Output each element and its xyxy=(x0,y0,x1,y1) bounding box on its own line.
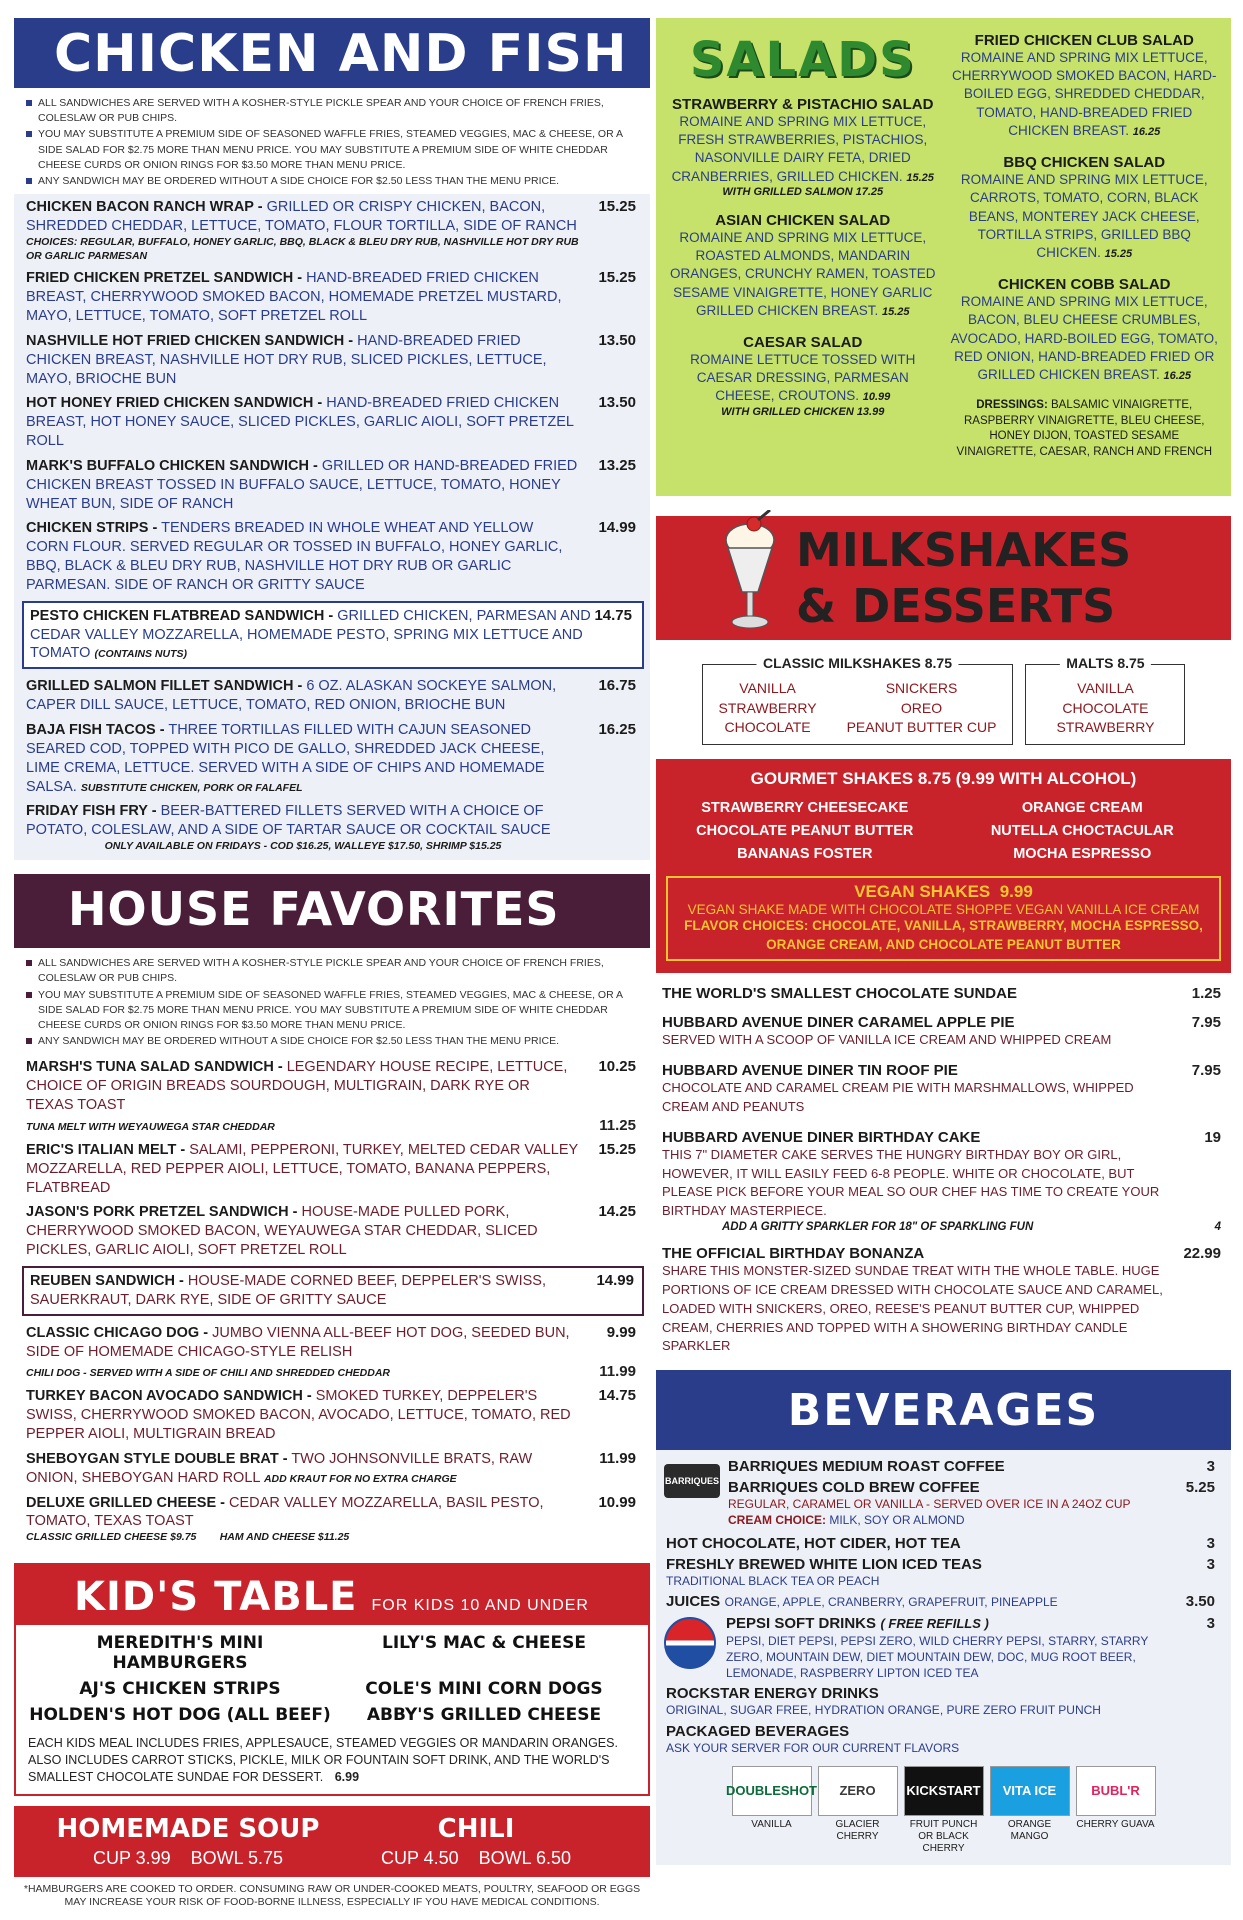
beverage-price: 3 xyxy=(1206,1614,1215,1632)
beverage-price: 3.50 xyxy=(1185,1592,1215,1610)
dessert-price: 7.95 xyxy=(1191,1061,1221,1079)
item-desc: LEGENDARY HOUSE RECIPE, LETTUCE, CHOICE OF ORIGIN BREADS SOURDOUGH, MULTIGRAIN, DARK RYE OR TEXAS TOAST xyxy=(26,1059,568,1114)
dessert-name: HUBBARD AVENUE DINER BIRTHDAY CAKE xyxy=(662,1128,981,1146)
chicken-fish-banner xyxy=(14,18,650,88)
beverage-item xyxy=(666,1535,1221,1552)
beverage-item xyxy=(666,1593,1221,1611)
dessert-name: HUBBARD AVENUE DINER CARAMEL APPLE PIE xyxy=(662,1014,1015,1032)
barriques-group xyxy=(666,1458,1221,1528)
drink-flavor: ORANGE MANGO xyxy=(1007,1818,1052,1842)
salad-desc: ROMAINE AND SPRING MIX LETTUCE, CARROTS, TOMATO, CORN, BLACK BEANS, MONTEREY JACK CHEESE, TORTILLA STRIPS, GRILLED BBQ CHICKEN. xyxy=(960,172,1208,260)
item-price: 14.75 xyxy=(594,606,632,624)
beverage-name: JUICES xyxy=(666,1592,721,1610)
beverage-item xyxy=(666,1556,1221,1589)
item-desc: HOUSE-MADE CORNED BEEF, DEPPELER'S SWISS, SAUERKRAUT, DARK RYE, SIDE OF GRITTY SAUCE xyxy=(30,1272,546,1308)
item-name: HOT HONEY FRIED CHICKEN SANDWICH - xyxy=(26,395,323,412)
soup-title: HOMEMADE SOUP xyxy=(56,1813,320,1844)
drink-flavor: CHERRY GUAVA xyxy=(1076,1818,1155,1830)
salad-price: 16.25 xyxy=(1132,125,1161,138)
item-name: JASON'S PORK PRETZEL SANDWICH - xyxy=(26,1204,298,1221)
menu-item xyxy=(26,394,640,451)
menu-item xyxy=(26,1141,640,1198)
beverage-price: 3 xyxy=(1206,1555,1215,1573)
salad-item xyxy=(668,212,938,320)
salad-price: 15.25 xyxy=(906,171,934,184)
menu-item xyxy=(26,1058,640,1115)
menu-item xyxy=(26,332,640,389)
item-name: ERIC'S ITALIAN MELT - xyxy=(26,1141,186,1158)
salad-sub: WITH GRILLED CHICKEN 13.99 xyxy=(721,405,885,418)
packaged-drink xyxy=(990,1766,1070,1855)
salads-right xyxy=(950,32,1220,486)
item-price: 15.25 xyxy=(598,198,636,216)
menu-item xyxy=(26,1324,640,1362)
item-desc: THREE TORTILLAS FILLED WITH CAJUN SEASONED SEARED COD, TOPPED WITH PICO DE GALLO, SHREDDED JACK CHEESE, LIME CREMA, LETTUCE. SERVED WITH A SIDE OF CHIPS AND HOMEMADE SALSA. xyxy=(26,722,545,795)
menu-item xyxy=(26,1494,640,1545)
right-column xyxy=(656,18,1231,1865)
item-price: 15.25 xyxy=(598,1140,636,1158)
dessert-sub xyxy=(662,1221,1221,1234)
item-note: ONLY AVAILABLE ON FRIDAYS - COD $16.25, WALLEYE $17.50, SHRIMP $15.25 xyxy=(104,840,502,853)
beverage-desc: TRADITIONAL BLACK TEA OR PEACH xyxy=(666,1573,880,1588)
item-name: PESTO CHICKEN FLATBREAD SANDWICH - xyxy=(30,607,334,624)
pepsi-group xyxy=(666,1615,1221,1682)
salad-price: 10.99 xyxy=(862,391,891,404)
item-sub-price: 11.25 xyxy=(599,1116,636,1134)
dessert-desc: SERVED WITH A SCOOP OF VANILLA ICE CREAM AND WHIPPED CREAM xyxy=(662,1032,1112,1048)
kids-item: AJ'S CHICKEN STRIPS xyxy=(79,1678,281,1699)
flavor: PEANUT BUTTER CUP xyxy=(846,719,997,736)
classic-milkshakes-title: CLASSIC MILKSHAKES 8.75 xyxy=(757,655,958,671)
salad-sub: WITH GRILLED SALMON 17.25 xyxy=(722,185,884,198)
item-price: 13.25 xyxy=(598,456,636,474)
item-note: CLASSIC GRILLED CHEESE $9.75 HAM AND CHEESE $11.25 xyxy=(26,1531,350,1544)
flavor: OREO xyxy=(900,699,943,716)
beverage-item xyxy=(728,1458,1221,1475)
kids-item: ABBY'S GRILLED CHEESE xyxy=(366,1704,602,1725)
dessert-price: 7.95 xyxy=(1191,1014,1221,1032)
salad-desc: ROMAINE AND SPRING MIX LETTUCE, BACON, BLEU CHEESE CRUMBLES, AVOCADO, HARD-BOILED EGG, TOMATO, RED ONION, HAND-BREADED FRIED OR GRILLED CHICKEN BREAST. xyxy=(950,294,1218,383)
item-price: 15.25 xyxy=(598,269,636,287)
salads-title: SALADS xyxy=(689,32,916,88)
packaged-drink xyxy=(818,1766,898,1855)
menu-item xyxy=(26,721,640,796)
flavor: STRAWBERRY CHEESECAKE xyxy=(701,799,909,816)
flavor: ORANGE CREAM xyxy=(1021,799,1143,816)
drink-flavor: FRUIT PUNCH OR BLACK CHERRY xyxy=(909,1818,978,1854)
drink-flavor: VANILLA xyxy=(751,1818,792,1830)
house-favorites-title: HOUSE FAVORITES xyxy=(68,882,560,937)
salads-panel xyxy=(656,18,1231,496)
beverages-banner xyxy=(656,1370,1231,1450)
malt-flavors xyxy=(1056,679,1154,738)
note: ANY SANDWICH MAY BE ORDERED WITHOUT A SIDE CHOICE FOR $2.50 LESS THAN THE MENU PRICE. xyxy=(26,174,640,189)
dessert-sub-text: ADD A GRITTY SPARKLER FOR 18" OF SPARKLING FUN xyxy=(722,1221,1034,1234)
dressings-list: BALSAMIC VINAIGRETTE, RASPBERRY VINAIGRETTE, BLEU CHEESE, HONEY DIJON, TOASTED SESAME VINAIGRETTE, CAESAR, RANCH AND FRENCH xyxy=(956,399,1213,458)
beverage-price: 3 xyxy=(1206,1534,1215,1552)
flavor: MOCHA ESPRESSO xyxy=(1013,846,1152,863)
item-desc: HAND-BREADED FRIED CHICKEN BREAST, NASHVILLE HOT DRY RUB, SLICED PICKLES, LETTUCE, MAYO, BRIOCHE BUN xyxy=(26,332,547,387)
item-desc: HAND-BREADED FRIED CHICKEN BREAST, CHERRYWOOD SMOKED BACON, HOMEMADE PRETZEL MUSTARD, MAYO, LETTUCE, TOMATO, SOFT PRETZEL ROLL xyxy=(26,270,562,324)
item-price: 14.25 xyxy=(598,1203,636,1221)
salad-desc: ROMAINE AND SPRING MIX LETTUCE, FRESH STRAWBERRIES, PISTACHIOS, NASONVILLE DAIRY FETA, DRIED CRANBERRIES, GRILLED CHICKEN. xyxy=(671,114,928,184)
drink-logo-icon: VITA ICE xyxy=(990,1766,1070,1816)
item-price: 14.75 xyxy=(598,1387,636,1405)
menu-item-featured xyxy=(22,1266,644,1316)
menu-item xyxy=(26,457,640,514)
item-desc: 6 OZ. ALASKAN SOCKEYE SALMON, CAPER DILL SAUCE, LETTUCE, TOMATO, RED ONION, BRIOCHE BUN xyxy=(26,678,557,714)
flavor: SNICKERS xyxy=(885,680,958,696)
item-price: 16.75 xyxy=(598,677,636,695)
dessert-desc: THIS 7" DIAMETER CAKE SERVES THE HUNGRY BIRTHDAY BOY OR GIRL, HOWEVER, IT WILL EASILY FEED 6-8 PEOPLE. WHITE OR CHOCOLATE, BUT PLEASE PICK BEFORE YOUR MEAL SO OUR CHEF HAS TIME TO CREATE YOUR BIRTHDAY MASTERPIECE. xyxy=(662,1146,1160,1219)
beverage-name: FRESHLY BREWED WHITE LION ICED TEAS xyxy=(666,1555,982,1573)
salad-price: 15.25 xyxy=(1104,247,1133,260)
desserts-list xyxy=(656,973,1231,1356)
note: ALL SANDWICHES ARE SERVED WITH A KOSHER-STYLE PICKLE SPEAR AND YOUR CHOICE OF FRENCH FRIES, COLESLAW OR PUB CHIPS. xyxy=(26,96,640,126)
salad-desc: ROMAINE LETTUCE TOSSED WITH CAESAR DRESSING, PARMESAN CHEESE, CROUTONS. xyxy=(690,351,916,404)
malts-box xyxy=(1025,655,1185,745)
packaged-drink xyxy=(904,1766,984,1855)
menu-item xyxy=(26,1203,640,1260)
milkshakes-title-line: MILKSHAKES xyxy=(796,523,1132,577)
cream-options: MILK, SOY OR ALMOND xyxy=(829,1513,965,1528)
house-favorites-banner xyxy=(14,874,650,948)
item-price: 10.99 xyxy=(598,1493,636,1511)
milkshake-icon xyxy=(718,510,782,634)
salad-price: 16.25 xyxy=(1163,370,1192,383)
vegan-title: VEGAN SHAKES 9.99 xyxy=(854,882,1033,902)
item-price: 10.25 xyxy=(598,1058,636,1076)
chili-prices: CUP 4.50 BOWL 6.50 xyxy=(380,1847,572,1868)
item-price: 14.99 xyxy=(596,1271,634,1289)
salads-left xyxy=(668,32,938,486)
flavor: CHOCOLATE xyxy=(1062,699,1149,716)
menu-item xyxy=(26,677,640,715)
soup-block xyxy=(44,1814,332,1869)
item-price: 9.99 xyxy=(606,1323,636,1341)
dessert-desc: SHARE THIS MONSTER-SIZED SUNDAE TREAT WITH THE WHOLE TABLE. HUGE PORTIONS OF ICE CREAM DRESSED WITH CHOCOLATE SAUCE AND CARAMEL, LOADED WITH SNICKERS, OREO, REESE'S PEANUT BUTTER CUP, WHIPPED CREAM, CHERRIES AND TOPPED WITH A SHOWERING BIRTHDAY CANDLE SPARKLER xyxy=(662,1263,1163,1354)
flavor: BANANAS FOSTER xyxy=(737,846,873,863)
menu-item xyxy=(26,802,640,852)
dessert-price: 22.99 xyxy=(1183,1245,1221,1263)
item-name: MARSH'S TUNA SALAD SANDWICH - xyxy=(26,1059,283,1076)
kids-items xyxy=(28,1633,636,1725)
dessert-name: HUBBARD AVENUE DINER TIN ROOF PIE xyxy=(662,1061,958,1079)
beverage-desc: PEPSI, DIET PEPSI, PEPSI ZERO, WILD CHERRY PEPSI, STARRY, STARRY ZERO, MOUNTAIN DEW, DIET MOUNTAIN DEW, DOC, MUG ROOT BEER, LEMONADE, RASPBERRY LIPTON ICED TEA xyxy=(726,1633,1149,1681)
item-desc: BEER-BATTERED FILLETS SERVED WITH A CHOICE OF POTATO, COLESLAW, AND A SIDE OF TARTAR SAUCE OR COCKTAIL SAUCE xyxy=(26,803,551,839)
item-name: CHICKEN BACON RANCH WRAP - xyxy=(26,199,263,216)
beverage-desc: ORIGINAL, SUGAR FREE, HYDRATION ORANGE, PURE ZERO FRUIT PUNCH xyxy=(666,1703,1101,1718)
soup-prices: CUP 3.99 BOWL 5.75 xyxy=(92,1847,284,1868)
salad-desc: ROMAINE AND SPRING MIX LETTUCE, CHERRYWOOD SMOKED BACON, HARD-BOILED EGG, SHREDDED CHEDDAR, TOMATO, HAND-BREADED FRIED CHICKEN BREAST. xyxy=(951,50,1217,138)
vegan-flavors: FLAVOR CHOICES: CHOCOLATE, VANILLA, STRAWBERRY, MOCHA ESPRESSO, ORANGE CREAM, AND CHOCOLATE PEANUT BUTTER xyxy=(684,918,1203,953)
menu-item xyxy=(26,519,640,594)
menu-item xyxy=(26,1387,640,1444)
milkshakes-title xyxy=(796,522,1131,634)
salad-item xyxy=(950,276,1220,384)
item-desc: TWO JOHNSONVILLE BRATS, RAW ONION, SHEBOYGAN HARD ROLL xyxy=(26,1450,533,1486)
house-items xyxy=(14,1054,650,1553)
dessert-name: THE WORLD'S SMALLEST CHOCOLATE SUNDAE xyxy=(662,985,1017,1003)
item-name: CHICKEN STRIPS - xyxy=(26,520,158,537)
item-note: CHOICES: REGULAR, BUFFALO, HONEY GARLIC, BBQ, BLACK & BLEU DRY RUB, NASHVILLE HOT DRY RUB OR GARLIC PARMESAN xyxy=(26,236,579,262)
note: ANY SANDWICH MAY BE ORDERED WITHOUT A SIDE CHOICE FOR $2.50 LESS THAN THE MENU PRICE. xyxy=(26,1034,640,1049)
item-desc: TENDERS BREADED IN WHOLE WHEAT AND YELLOW CORN FLOUR. SERVED REGULAR OR TOSSED IN BUFFALO, HONEY GARLIC, BBQ, BLACK & BLEU DRY RUB, NASHVILLE HOT DRY RUB OR GARLIC PARMESAN. SIDE OF RANCH OR GRITTY SAUCE xyxy=(26,520,563,593)
dessert-item xyxy=(662,1014,1227,1050)
item-name: SHEBOYGAN STYLE DOUBLE BRAT - xyxy=(26,1450,288,1467)
dessert-item xyxy=(662,1245,1227,1356)
dessert-item xyxy=(662,1062,1227,1117)
beverage-name: BARRIQUES MEDIUM ROAST COFFEE xyxy=(728,1458,1005,1476)
item-name: CLASSIC CHICAGO DOG - xyxy=(26,1324,209,1341)
milkshakes-header xyxy=(656,516,1231,640)
item-desc: JUMBO VIENNA ALL-BEEF HOT DOG, SEEDED BUN, SIDE OF HOMEMADE CHICAGO-STYLE RELISH xyxy=(26,1324,570,1360)
soup-chili-banner xyxy=(14,1806,650,1877)
dessert-name: THE OFFICIAL BIRTHDAY BONANZA xyxy=(662,1245,925,1263)
chicken-fish-title: CHICKEN AND FISH xyxy=(54,24,628,84)
note: ALL SANDWICHES ARE SERVED WITH A KOSHER-STYLE PICKLE SPEAR AND YOUR CHOICE OF FRENCH FRIES, COLESLAW OR PUB CHIPS. xyxy=(26,956,640,986)
dessert-price: 19 xyxy=(1204,1128,1221,1146)
chili-block xyxy=(332,1814,620,1869)
kids-item: HOLDEN'S HOT DOG (ALL BEEF) xyxy=(29,1704,331,1725)
item-desc: GRILLED OR CRISPY CHICKEN, BACON, SHREDDED CHEDDAR, LETTUCE, TOMATO, FLOUR TORTILLA, SIDE OF RANCH xyxy=(26,199,577,235)
barriques-logo-icon: BARRIQUES xyxy=(664,1464,720,1498)
drink-logo-icon: BUBL'R xyxy=(1076,1766,1156,1816)
beverages-title: BEVERAGES xyxy=(787,1384,1100,1436)
dressings-label: DRESSINGS: xyxy=(976,399,1048,412)
beverage-price: 5.25 xyxy=(1185,1479,1215,1497)
beverage-note: ( FREE REFILLS ) xyxy=(880,1615,989,1631)
beverage-desc: REGULAR, CARAMEL OR VANILLA - SERVED OVER ICE IN A 24OZ CUP xyxy=(728,1497,1131,1512)
drink-logo-icon: ZERO xyxy=(818,1766,898,1816)
shakes-boxes xyxy=(656,655,1231,745)
item-note: ADD KRAUT FOR NO EXTRA CHARGE xyxy=(263,1472,457,1485)
item-price: 13.50 xyxy=(598,331,636,349)
cream-choice xyxy=(728,1512,1161,1528)
beverage-item xyxy=(666,1685,1221,1718)
gourmet-title: GOURMET SHAKES 8.75 (9.99 WITH ALCOHOL) xyxy=(750,768,1137,788)
drink-logo-icon: DOUBLESHOT xyxy=(732,1766,812,1816)
item-note: TUNA MELT WITH WEYAUWEGA STAR CHEDDAR xyxy=(26,1120,275,1133)
flavor: STRAWBERRY xyxy=(718,699,817,716)
note: YOU MAY SUBSTITUTE A PREMIUM SIDE OF SEASONED WAFFLE FRIES, STEAMED VEGGIES, MAC & CHEESE, OR A SIDE SALAD FOR $2.75 MORE THAN MENU PRICE. YOU MAY SUBSTITUTE A PREMIUM SIDE OF WHITE CHEDDAR CHEESE CURDS OR ONION RINGS FOR $3.50 MORE THAN MENU PRICE. xyxy=(26,988,640,1034)
malts-title: MALTS 8.75 xyxy=(1060,655,1150,671)
vegan-desc: VEGAN SHAKE MADE WITH CHOCOLATE SHOPPE VEGAN VANILLA ICE CREAM xyxy=(687,902,1200,918)
chicken-fish-notes xyxy=(14,88,650,194)
item-note: CHILI DOG - SERVED WITH A SIDE OF CHILI AND SHREDDED CHEDDAR xyxy=(26,1367,391,1380)
kids-desc xyxy=(28,1735,636,1786)
item-name: NASHVILLE HOT FRIED CHICKEN SANDWICH - xyxy=(26,332,354,349)
salad-name: BBQ CHICKEN SALAD xyxy=(1003,154,1166,172)
packaged-drink xyxy=(1076,1766,1156,1855)
flavor: STRAWBERRY xyxy=(1056,719,1155,736)
item-desc: GRILLED OR HAND-BREADED FRIED CHICKEN BREAST TOSSED IN BUFFALO SAUCE, LETTUCE, TOMATO, HONEY WHEAT BUN, SIDE OF RANCH xyxy=(26,457,578,512)
chili-title: CHILI xyxy=(437,1813,515,1844)
beverage-item xyxy=(666,1723,1221,1756)
item-price: 13.50 xyxy=(598,394,636,412)
menu-item-featured xyxy=(22,601,644,670)
menu-item xyxy=(26,1450,640,1488)
dressings xyxy=(950,398,1220,460)
cream-label: CREAM CHOICE: xyxy=(728,1513,826,1528)
item-price: 16.25 xyxy=(598,721,636,738)
vegan-shakes xyxy=(666,876,1221,961)
kids-item: MEREDITH'S MINI HAMBURGERS xyxy=(96,1632,264,1673)
item-name: TURKEY BACON AVOCADO SANDWICH - xyxy=(26,1388,312,1405)
kids-panel xyxy=(14,1623,650,1796)
kids-item: COLE'S MINI CORN DOGS xyxy=(365,1678,603,1699)
classic-flavors xyxy=(719,679,997,738)
item-price: 14.99 xyxy=(598,519,636,537)
packaged-drinks-row xyxy=(666,1766,1221,1855)
salad-desc: ROMAINE AND SPRING MIX LETTUCE, ROASTED ALMONDS, MANDARIN ORANGES, CRUNCHY RAMEN, TOASTED SESAME VINAIGRETTE, HONEY GARLIC GRILLED CHICKEN BREAST. xyxy=(669,229,936,318)
salad-item xyxy=(668,96,938,198)
salad-name: FRIED CHICKEN CLUB SALAD xyxy=(974,32,1194,49)
beverage-name: HOT CHOCOLATE, HOT CIDER, HOT TEA xyxy=(666,1534,961,1552)
beverage-price: 3 xyxy=(1206,1458,1215,1476)
dessert-item xyxy=(662,1129,1227,1233)
salad-name: CHICKEN COBB SALAD xyxy=(998,276,1171,294)
item-desc: CEDAR VALLEY MOZZARELLA, BASIL PESTO, TOMATO, TEXAS TOAST xyxy=(26,1494,544,1530)
milkshakes-title-line: & DESSERTS xyxy=(796,579,1116,633)
note: YOU MAY SUBSTITUTE A PREMIUM SIDE OF SEASONED WAFFLE FRIES, STEAMED VEGGIES, MAC & CHEESE, OR A SIDE SALAD FOR $2.75 MORE THAN MENU PRICE. YOU MAY SUBSTITUTE A PREMIUM SIDE OF WHITE CHEDDAR CHEESE CURDS OR ONION RINGS FOR $3.50 MORE THAN MENU PRICE. xyxy=(26,127,640,173)
item-desc: HAND-BREADED FRIED CHICKEN BREAST, HOT HONEY SAUCE, SLICED PICKLES, GARLIC AIOLI, SOFT PRETZEL ROLL xyxy=(26,395,574,450)
item-desc: HOUSE-MADE PULLED PORK, CHERRYWOOD SMOKED BACON, WEYAUWEGA STAR CHEDDAR, SLICED PICKLES, GARLIC AIOLI, SOFT PRETZEL ROLL xyxy=(26,1204,538,1259)
chicken-fish-items xyxy=(14,194,650,860)
item-desc: SMOKED TURKEY, DEPPELER'S SWISS, CHERRYWOOD SMOKED BACON, AVOCADO, LETTUCE, TOMATO, RED PEPPER AIOLI, MULTIGRAIN BREAD xyxy=(26,1388,571,1443)
gourmet-shakes xyxy=(656,759,1231,973)
drink-flavor: GLACIER CHERRY xyxy=(835,1818,880,1842)
salad-name: STRAWBERRY & PISTACHIO SALAD xyxy=(672,96,934,113)
flavor: NUTELLA CHOCTACULAR xyxy=(990,822,1174,839)
kids-title: KID'S TABLE xyxy=(74,1573,358,1620)
beverage-name: PACKAGED BEVERAGES xyxy=(666,1722,850,1740)
salad-name: ASIAN CHICKEN SALAD xyxy=(715,211,891,229)
house-notes xyxy=(14,948,650,1054)
beverages-panel xyxy=(656,1450,1231,1865)
beverage-item xyxy=(726,1615,1221,1682)
item-name: DELUXE GRILLED CHEESE - xyxy=(26,1494,225,1511)
kids-subtitle: FOR KIDS 10 AND UNDER xyxy=(371,1596,589,1614)
item-price: 11.99 xyxy=(599,1449,636,1467)
item-note: (CONTAINS NUTS) xyxy=(94,648,187,661)
kids-item: LILY'S MAC & CHEESE xyxy=(381,1632,587,1653)
salad-item xyxy=(950,32,1220,140)
item-name: FRIDAY FISH FRY - xyxy=(26,803,157,820)
flavor: VANILLA xyxy=(739,680,796,696)
flavor: VANILLA xyxy=(1077,680,1134,696)
item-sub-price: 11.99 xyxy=(599,1363,636,1381)
dessert-desc: CHOCOLATE AND CARAMEL CREAM PIE WITH MARSHMALLOWS, WHIPPED CREAM AND PEANUTS xyxy=(662,1079,1134,1114)
salad-name: CAESAR SALAD xyxy=(743,333,863,351)
beverage-desc: ASK YOUR SERVER FOR OUR CURRENT FLAVORS xyxy=(666,1740,960,1755)
beverage-name: BARRIQUES COLD BREW COFFEE xyxy=(728,1479,980,1497)
item-sub-option xyxy=(26,1363,640,1381)
kids-price: 6.99 xyxy=(334,1769,360,1784)
dessert-price: 1.25 xyxy=(1191,985,1221,1003)
item-name: GRILLED SALMON FILLET SANDWICH - xyxy=(26,678,303,695)
pepsi-logo-icon xyxy=(664,1617,716,1669)
salad-price: 15.25 xyxy=(882,305,910,318)
salad-item xyxy=(668,334,938,418)
menu-item xyxy=(26,269,640,326)
item-name: MARK'S BUFFALO CHICKEN SANDWICH - xyxy=(26,457,318,474)
item-name: FRIED CHICKEN PRETZEL SANDWICH - xyxy=(26,270,303,287)
drink-logo-icon: KICKSTART xyxy=(904,1766,984,1816)
item-desc: SALAMI, PEPPERONI, TURKEY, MELTED CEDAR VALLEY MOZZARELLA, RED PEPPER AIOLI, LETTUCE, TOMATO, BANANA PEPPERS, FLATBREAD xyxy=(26,1141,578,1196)
menu-item xyxy=(26,198,640,263)
left-column xyxy=(14,18,650,1910)
packaged-drink xyxy=(726,1766,817,1855)
item-sub-option xyxy=(26,1117,640,1135)
kids-desc-text: EACH KIDS MEAL INCLUDES FRIES, APPLESAUCE, STEAMED VEGGIES OR MANDARIN ORANGES. ALSO INCLUDES CARROT STICKS, PICKLE, MILK OR FOUNTAIN SOFT DRINK, AND THE WORLD'S SMALLEST CHOCOLATE SUNDAE FOR DESSERT. xyxy=(28,1735,618,1784)
item-name: REUBEN SANDWICH - xyxy=(30,1272,184,1289)
dessert-item xyxy=(662,985,1227,1002)
classic-milkshakes-box xyxy=(702,655,1014,745)
flavor: CHOCOLATE PEANUT BUTTER xyxy=(696,822,914,839)
beverage-name: ROCKSTAR ENERGY DRINKS xyxy=(666,1685,879,1703)
item-name: BAJA FISH TACOS - xyxy=(26,722,165,738)
disclaimer: *HAMBURGERS ARE COOKED TO ORDER. CONSUMING RAW OR UNDER-COOKED MEATS, POULTRY, SEAFOOD OR EGGS MAY INCREASE YOUR RISK OF FOOD-BORNE ILLNESS, ESPECIALLY IF YOU HAVE MEDICAL CONDITIONS. xyxy=(23,1882,641,1909)
beverage-item xyxy=(728,1479,1221,1528)
beverage-desc: ORANGE, APPLE, CRANBERRY, GRAPEFRUIT, PINEAPPLE xyxy=(724,1594,1058,1609)
flavor: CHOCOLATE xyxy=(724,719,811,736)
gourmet-flavors xyxy=(666,797,1221,867)
kids-banner xyxy=(14,1563,650,1623)
beverage-name: PEPSI SOFT DRINKS xyxy=(726,1614,877,1632)
item-desc: GRILLED CHICKEN, PARMESAN AND CEDAR VALLEY MOZZARELLA, HOMEMADE PESTO, SPRING MIX LETTUCE AND TOMATO xyxy=(30,607,591,662)
salad-item xyxy=(950,154,1220,262)
dessert-sub-price: 4 xyxy=(1214,1221,1221,1234)
item-note: SUBSTITUTE CHICKEN, PORK OR FALAFEL xyxy=(80,781,303,794)
